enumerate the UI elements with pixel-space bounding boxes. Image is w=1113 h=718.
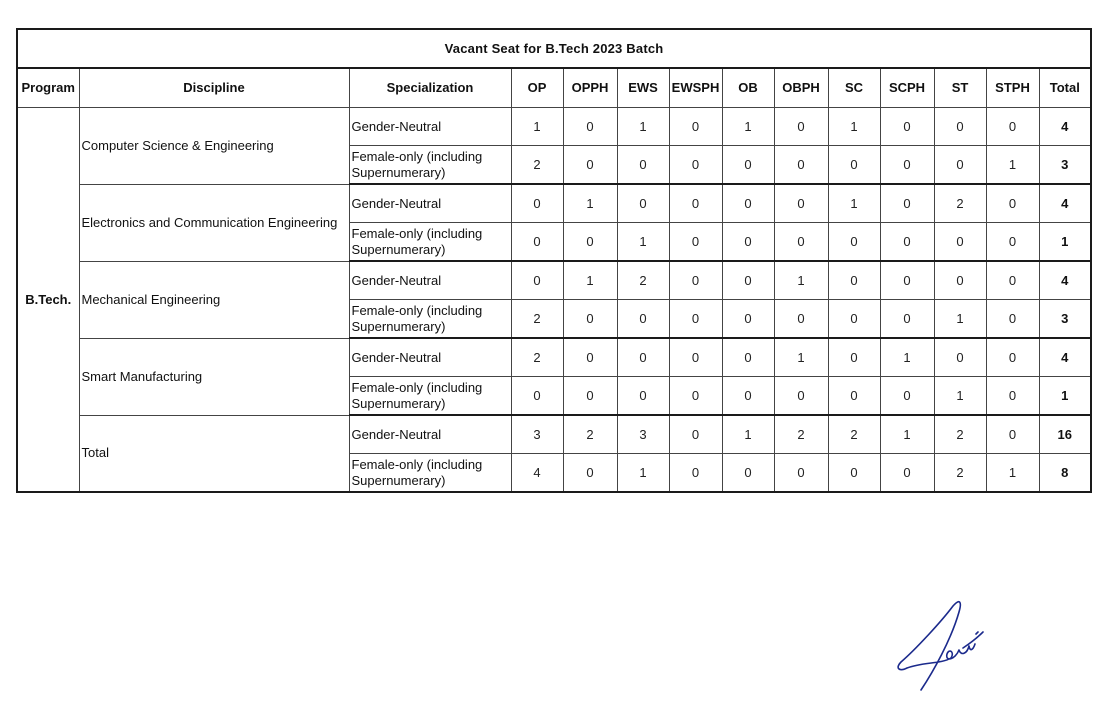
row-total-cell: 8 [1039, 454, 1091, 493]
seat-count-cell: 0 [669, 377, 722, 416]
specialization-cell: Gender-Neutral [349, 415, 511, 454]
specialization-cell: Female-only (including Supernumerary) [349, 377, 511, 416]
seat-count-cell: 1 [617, 108, 669, 146]
seat-count-cell: 0 [774, 146, 828, 185]
column-header: OB [722, 68, 774, 108]
column-header: SCPH [880, 68, 934, 108]
seat-count-cell: 0 [722, 146, 774, 185]
seat-count-cell: 0 [617, 146, 669, 185]
seat-count-cell: 0 [986, 415, 1039, 454]
seat-count-cell: 0 [511, 261, 563, 300]
specialization-cell: Gender-Neutral [349, 261, 511, 300]
seat-count-cell: 0 [934, 338, 986, 377]
seat-count-cell: 0 [774, 454, 828, 493]
seat-count-cell: 0 [669, 338, 722, 377]
seat-count-cell: 1 [563, 184, 617, 223]
seat-count-cell: 0 [828, 454, 880, 493]
column-header: EWSPH [669, 68, 722, 108]
seat-count-cell: 0 [563, 454, 617, 493]
seat-count-cell: 0 [880, 146, 934, 185]
column-header: EWS [617, 68, 669, 108]
seat-count-cell: 2 [617, 261, 669, 300]
seat-count-cell: 0 [986, 184, 1039, 223]
row-total-cell: 3 [1039, 300, 1091, 339]
seat-count-cell: 0 [669, 415, 722, 454]
seat-count-cell: 0 [774, 377, 828, 416]
seat-count-cell: 0 [880, 300, 934, 339]
seat-count-cell: 0 [774, 300, 828, 339]
row-total-cell: 4 [1039, 261, 1091, 300]
row-total-cell: 4 [1039, 338, 1091, 377]
column-header: OPPH [563, 68, 617, 108]
seat-count-cell: 0 [722, 338, 774, 377]
seat-count-cell: 0 [563, 377, 617, 416]
seat-count-cell: 0 [828, 261, 880, 300]
seat-count-cell: 2 [934, 454, 986, 493]
column-header: OBPH [774, 68, 828, 108]
row-total-cell: 4 [1039, 108, 1091, 146]
table-row [17, 261, 1091, 300]
seat-count-cell: 0 [934, 146, 986, 185]
seat-count-cell: 0 [986, 300, 1039, 339]
seat-count-cell: 0 [828, 377, 880, 416]
seat-count-cell: 1 [722, 108, 774, 146]
seat-count-cell: 0 [563, 338, 617, 377]
discipline-cell: Total [79, 415, 349, 492]
seat-count-cell: 0 [828, 223, 880, 262]
seat-count-cell: 0 [880, 261, 934, 300]
seat-count-cell: 0 [722, 184, 774, 223]
header-row [17, 68, 1091, 108]
seat-count-cell: 0 [828, 338, 880, 377]
seat-count-cell: 0 [617, 377, 669, 416]
seat-count-cell: 0 [617, 300, 669, 339]
seat-count-cell: 0 [669, 300, 722, 339]
seat-count-cell: 0 [986, 377, 1039, 416]
table-row [17, 338, 1091, 377]
seat-count-cell: 0 [986, 108, 1039, 146]
seat-count-cell: 2 [511, 300, 563, 339]
seat-count-cell: 1 [617, 223, 669, 262]
specialization-cell: Female-only (including Supernumerary) [349, 223, 511, 262]
seat-count-cell: 0 [934, 261, 986, 300]
seat-count-cell: 0 [774, 108, 828, 146]
seat-count-cell: 1 [880, 415, 934, 454]
row-total-cell: 16 [1039, 415, 1091, 454]
seat-count-cell: 1 [828, 108, 880, 146]
specialization-cell: Female-only (including Supernumerary) [349, 454, 511, 493]
column-header: Total [1039, 68, 1091, 108]
seat-count-cell: 1 [934, 377, 986, 416]
seat-count-cell: 0 [722, 223, 774, 262]
seat-count-cell: 1 [774, 338, 828, 377]
row-total-cell: 3 [1039, 146, 1091, 185]
seat-count-cell: 1 [617, 454, 669, 493]
table-body [17, 108, 1091, 493]
seat-count-cell: 4 [511, 454, 563, 493]
seat-count-cell: 0 [880, 108, 934, 146]
seat-count-cell: 0 [511, 223, 563, 262]
seat-count-cell: 0 [880, 377, 934, 416]
seat-count-cell: 0 [511, 377, 563, 416]
seat-count-cell: 0 [880, 184, 934, 223]
seat-count-cell: 1 [880, 338, 934, 377]
seat-count-cell: 0 [617, 184, 669, 223]
seat-count-cell: 1 [774, 261, 828, 300]
vacant-seat-table [16, 28, 1092, 493]
seat-count-cell: 1 [722, 415, 774, 454]
seat-count-cell: 2 [934, 184, 986, 223]
seat-count-cell: 0 [880, 223, 934, 262]
seat-count-cell: 0 [986, 338, 1039, 377]
discipline-cell: Electronics and Communication Engineering [79, 184, 349, 261]
seat-count-cell: 3 [511, 415, 563, 454]
seat-count-cell: 1 [934, 300, 986, 339]
seat-count-cell: 0 [828, 300, 880, 339]
seat-count-cell: 0 [669, 454, 722, 493]
column-header: SC [828, 68, 880, 108]
specialization-cell: Gender-Neutral [349, 338, 511, 377]
seat-count-cell: 1 [986, 146, 1039, 185]
signature [893, 592, 988, 692]
program-cell: B.Tech. [17, 108, 79, 493]
specialization-cell: Gender-Neutral [349, 108, 511, 146]
seat-count-cell: 0 [722, 261, 774, 300]
column-header: ST [934, 68, 986, 108]
seat-count-cell: 0 [934, 223, 986, 262]
column-header: Specialization [349, 68, 511, 108]
table-row [17, 108, 1091, 146]
seat-count-cell: 0 [986, 261, 1039, 300]
table-row [17, 184, 1091, 223]
seat-count-cell: 0 [563, 108, 617, 146]
row-total-cell: 1 [1039, 377, 1091, 416]
seat-count-cell: 2 [774, 415, 828, 454]
seat-count-cell: 0 [669, 146, 722, 185]
seat-count-cell: 0 [774, 223, 828, 262]
column-header: STPH [986, 68, 1039, 108]
seat-count-cell: 0 [669, 223, 722, 262]
discipline-cell: Computer Science & Engineering [79, 108, 349, 185]
seat-count-cell: 0 [774, 184, 828, 223]
seat-count-cell: 0 [563, 146, 617, 185]
seat-count-cell: 0 [722, 377, 774, 416]
seat-count-cell: 1 [563, 261, 617, 300]
seat-count-cell: 0 [669, 261, 722, 300]
seat-count-cell: 0 [722, 300, 774, 339]
seat-count-cell: 0 [669, 184, 722, 223]
specialization-cell: Female-only (including Supernumerary) [349, 300, 511, 339]
seat-count-cell: 1 [511, 108, 563, 146]
discipline-cell: Mechanical Engineering [79, 261, 349, 338]
seat-count-cell: 1 [986, 454, 1039, 493]
discipline-cell: Smart Manufacturing [79, 338, 349, 415]
seat-count-cell: 0 [934, 108, 986, 146]
seat-count-cell: 0 [563, 223, 617, 262]
seat-count-cell: 2 [563, 415, 617, 454]
seat-count-cell: 0 [669, 108, 722, 146]
column-header: Program [17, 68, 79, 108]
seat-count-cell: 2 [511, 338, 563, 377]
seat-count-cell: 0 [617, 338, 669, 377]
table-title: Vacant Seat for B.Tech 2023 Batch [17, 29, 1091, 68]
column-header: Discipline [79, 68, 349, 108]
seat-count-cell: 2 [511, 146, 563, 185]
seat-count-cell: 0 [828, 146, 880, 185]
specialization-cell: Female-only (including Supernumerary) [349, 146, 511, 185]
seat-count-cell: 2 [934, 415, 986, 454]
row-total-cell: 1 [1039, 223, 1091, 262]
seat-count-cell: 0 [880, 454, 934, 493]
specialization-cell: Gender-Neutral [349, 184, 511, 223]
seat-count-cell: 1 [828, 184, 880, 223]
row-total-cell: 4 [1039, 184, 1091, 223]
seat-count-cell: 0 [986, 223, 1039, 262]
table-row [17, 415, 1091, 454]
seat-count-cell: 0 [563, 300, 617, 339]
seat-count-cell: 3 [617, 415, 669, 454]
seat-count-cell: 2 [828, 415, 880, 454]
seat-count-cell: 0 [511, 184, 563, 223]
column-header: OP [511, 68, 563, 108]
seat-count-cell: 0 [722, 454, 774, 493]
